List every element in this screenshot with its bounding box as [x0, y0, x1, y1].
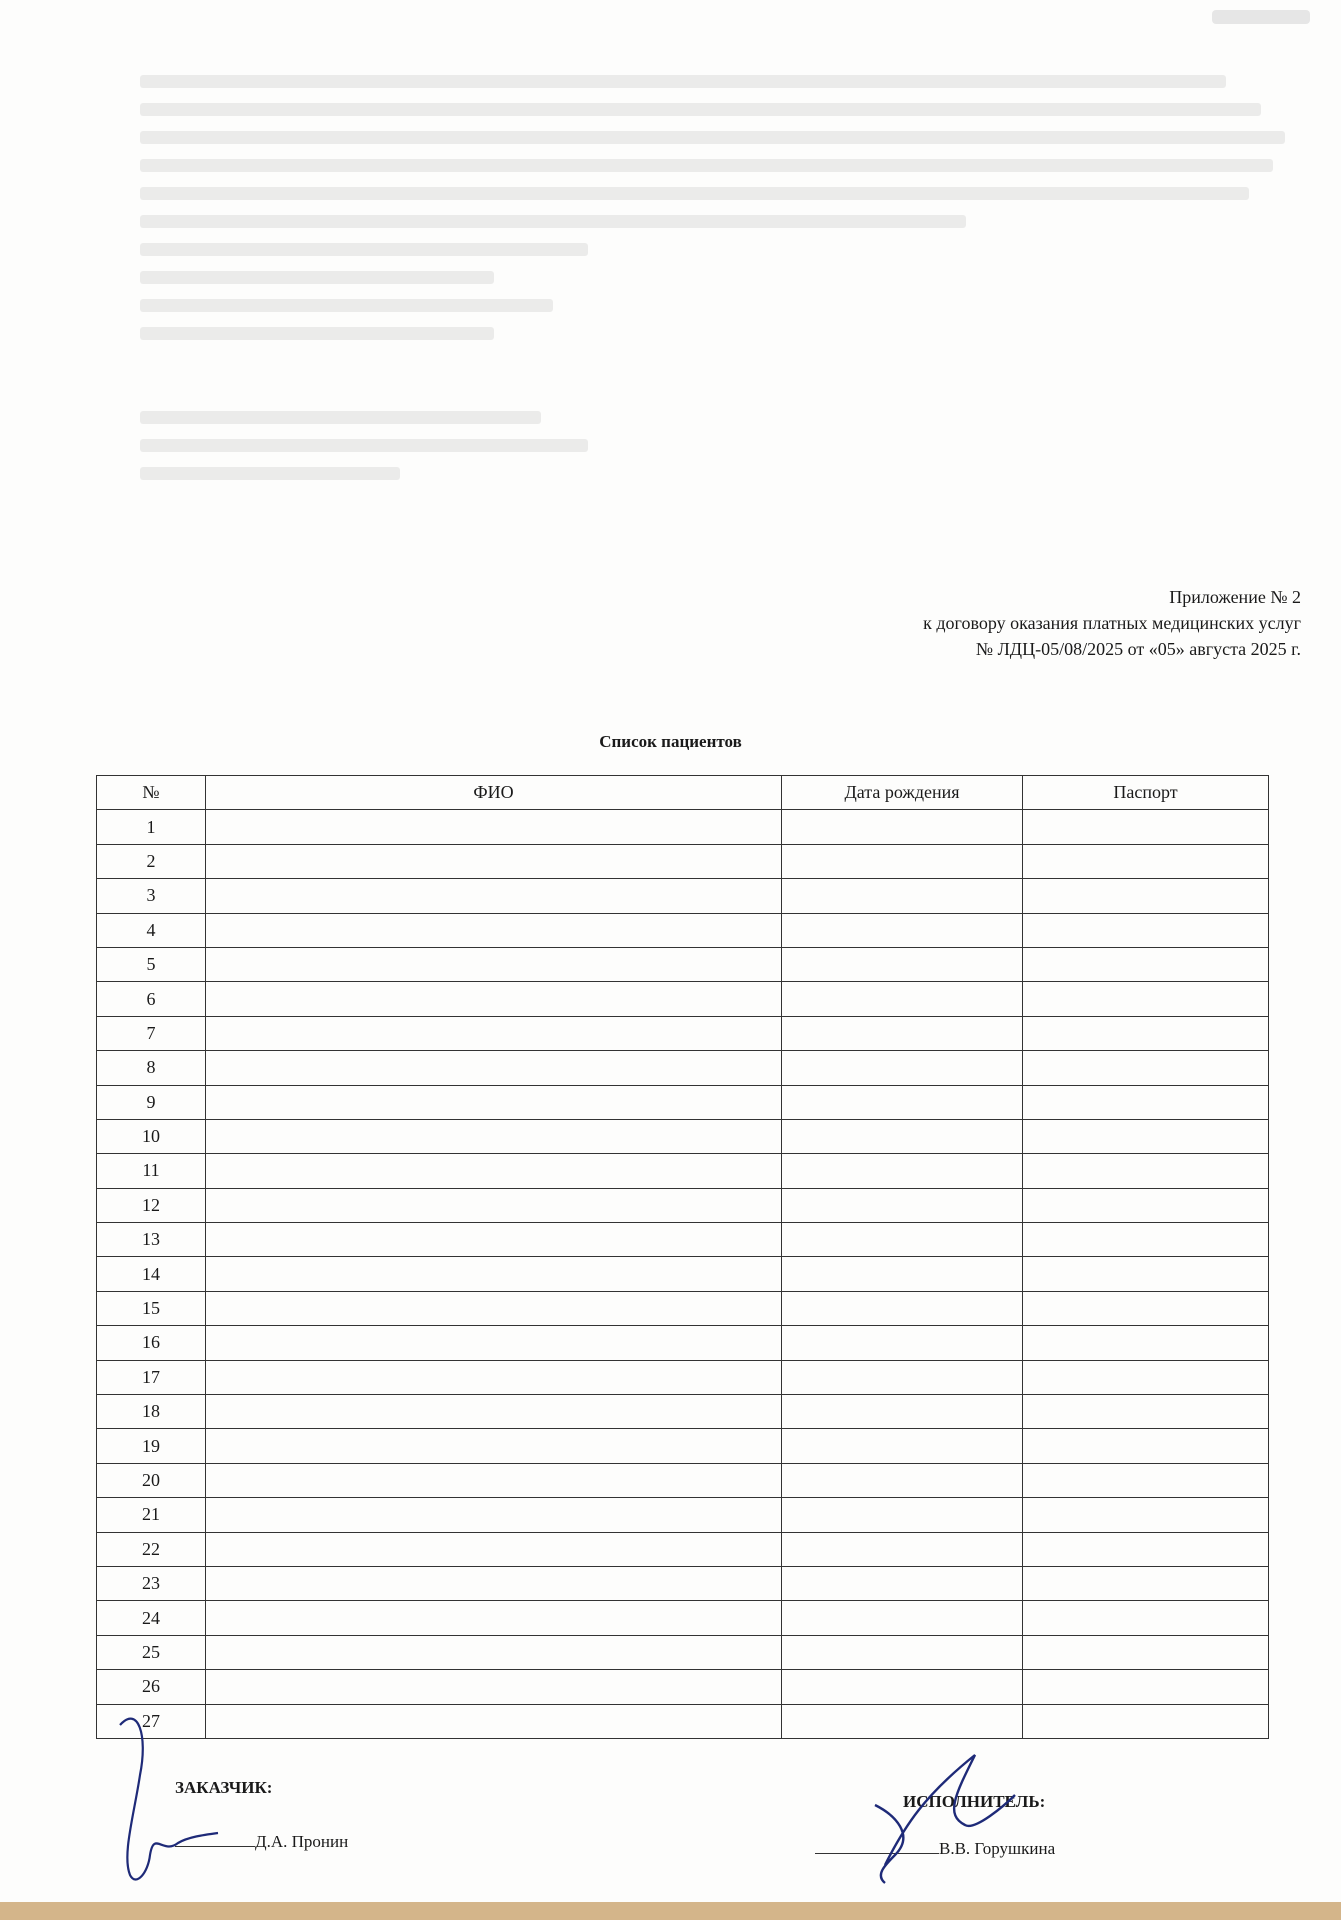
table-row: [97, 913, 1269, 947]
birth-date-cell: [782, 1635, 1023, 1669]
table-row: [97, 1016, 1269, 1050]
birth-date-cell: [782, 810, 1023, 844]
passport-cell: [1023, 982, 1269, 1016]
birth-date-cell: [782, 1051, 1023, 1085]
passport-cell: [1023, 1704, 1269, 1738]
birth-date-cell: [782, 1704, 1023, 1738]
passport-cell: [1023, 1429, 1269, 1463]
passport-cell: [1023, 1566, 1269, 1600]
table-row: [97, 1257, 1269, 1291]
executor-name: В.В. Горушкина: [939, 1839, 1056, 1858]
full-name-cell: [206, 1601, 782, 1635]
row-number-cell: 12: [97, 1188, 206, 1222]
passport-cell: [1023, 1188, 1269, 1222]
birth-date-cell: [782, 879, 1023, 913]
passport-cell: [1023, 1016, 1269, 1050]
header-birth-date: Дата рождения: [782, 776, 1023, 810]
header-full-name: ФИО: [206, 776, 782, 810]
customer-name: Д.А. Пронин: [255, 1832, 349, 1851]
table-row: [97, 1188, 1269, 1222]
passport-cell: [1023, 1291, 1269, 1325]
executor-signature-scribble: [855, 1745, 1025, 1885]
passport-cell: [1023, 1601, 1269, 1635]
full-name-cell: [206, 1085, 782, 1119]
row-number-cell: 20: [97, 1463, 206, 1497]
row-number-cell: 18: [97, 1395, 206, 1429]
table-row: [97, 1566, 1269, 1600]
table-row: [97, 1395, 1269, 1429]
table-row: [97, 1085, 1269, 1119]
row-number-cell: 15: [97, 1291, 206, 1325]
appendix-header: [923, 584, 1301, 662]
passport-cell: [1023, 1257, 1269, 1291]
birth-date-cell: [782, 1601, 1023, 1635]
row-number-cell: 17: [97, 1360, 206, 1394]
scan-edge-strip: [0, 1902, 1341, 1920]
passport-cell: [1023, 1326, 1269, 1360]
row-number-cell: 9: [97, 1085, 206, 1119]
row-number-cell: 4: [97, 913, 206, 947]
row-number-cell: 24: [97, 1601, 206, 1635]
table-row: [97, 1532, 1269, 1566]
passport-cell: [1023, 1223, 1269, 1257]
birth-date-cell: [782, 1360, 1023, 1394]
row-number-cell: 21: [97, 1498, 206, 1532]
full-name-cell: [206, 1670, 782, 1704]
row-number-cell: 16: [97, 1326, 206, 1360]
table-row: [97, 1601, 1269, 1635]
birth-date-cell: [782, 844, 1023, 878]
row-number-cell: 27: [97, 1704, 206, 1738]
birth-date-cell: [782, 1257, 1023, 1291]
birth-date-cell: [782, 1532, 1023, 1566]
full-name-cell: [206, 810, 782, 844]
row-number-cell: 13: [97, 1223, 206, 1257]
table-row: [97, 1463, 1269, 1497]
full-name-cell: [206, 1463, 782, 1497]
table-row: [97, 1119, 1269, 1153]
full-name-cell: [206, 1016, 782, 1050]
full-name-cell: [206, 1119, 782, 1153]
table-row: [97, 879, 1269, 913]
passport-cell: [1023, 1051, 1269, 1085]
birth-date-cell: [782, 1498, 1023, 1532]
passport-cell: [1023, 1670, 1269, 1704]
table-row: [97, 1051, 1269, 1085]
row-number-cell: 8: [97, 1051, 206, 1085]
table-row: [97, 1154, 1269, 1188]
full-name-cell: [206, 1532, 782, 1566]
birth-date-cell: [782, 1016, 1023, 1050]
full-name-cell: [206, 844, 782, 878]
birth-date-cell: [782, 1188, 1023, 1222]
passport-cell: [1023, 1154, 1269, 1188]
passport-cell: [1023, 879, 1269, 913]
table-row: [97, 1635, 1269, 1669]
row-number-cell: 7: [97, 1016, 206, 1050]
appendix-contract-number: № ЛДЦ-05/08/2025 от «05» августа 2025 г.: [975, 639, 1301, 659]
full-name-cell: [206, 1395, 782, 1429]
full-name-cell: [206, 879, 782, 913]
birth-date-cell: [782, 1085, 1023, 1119]
full-name-cell: [206, 913, 782, 947]
birth-date-cell: [782, 1326, 1023, 1360]
table-row: [97, 1291, 1269, 1325]
row-number-cell: 22: [97, 1532, 206, 1566]
row-number-cell: 14: [97, 1257, 206, 1291]
passport-cell: [1023, 1498, 1269, 1532]
full-name-cell: [206, 1223, 782, 1257]
table-row: [97, 1498, 1269, 1532]
passport-cell: [1023, 913, 1269, 947]
full-name-cell: [206, 982, 782, 1016]
passport-cell: [1023, 1395, 1269, 1429]
table-row: [97, 982, 1269, 1016]
appendix-title: Приложение № 2: [1169, 587, 1301, 607]
passport-cell: [1023, 1635, 1269, 1669]
passport-cell: [1023, 1085, 1269, 1119]
birth-date-cell: [782, 1223, 1023, 1257]
table-row: [97, 1429, 1269, 1463]
table-row: [97, 844, 1269, 878]
birth-date-cell: [782, 913, 1023, 947]
birth-date-cell: [782, 1119, 1023, 1153]
passport-cell: [1023, 844, 1269, 878]
row-number-cell: 3: [97, 879, 206, 913]
executor-label: ИСПОЛНИТЕЛЬ:: [903, 1792, 1046, 1811]
full-name-cell: [206, 1154, 782, 1188]
passport-cell: [1023, 947, 1269, 981]
birth-date-cell: [782, 1670, 1023, 1704]
full-name-cell: [206, 1566, 782, 1600]
table-row: [97, 1223, 1269, 1257]
row-number-cell: 10: [97, 1119, 206, 1153]
table-row: [97, 947, 1269, 981]
full-name-cell: [206, 1257, 782, 1291]
row-number-cell: 25: [97, 1635, 206, 1669]
birth-date-cell: [782, 1395, 1023, 1429]
bleed-through-text: [140, 60, 1320, 620]
birth-date-cell: [782, 1154, 1023, 1188]
passport-cell: [1023, 810, 1269, 844]
birth-date-cell: [782, 1429, 1023, 1463]
full-name-cell: [206, 947, 782, 981]
birth-date-cell: [782, 1566, 1023, 1600]
birth-date-cell: [782, 982, 1023, 1016]
patients-table: [96, 775, 1269, 1739]
full-name-cell: [206, 1188, 782, 1222]
table-row: [97, 1704, 1269, 1738]
table-row: [97, 1670, 1269, 1704]
appendix-contract-line: к договору оказания платных медицинских услуг: [923, 613, 1301, 633]
full-name-cell: [206, 1051, 782, 1085]
passport-cell: [1023, 1463, 1269, 1497]
passport-cell: [1023, 1119, 1269, 1153]
customer-signature-scribble: [108, 1705, 268, 1895]
row-number-cell: 6: [97, 982, 206, 1016]
table-row: [97, 1326, 1269, 1360]
full-name-cell: [206, 1498, 782, 1532]
full-name-cell: [206, 1360, 782, 1394]
full-name-cell: [206, 1704, 782, 1738]
birth-date-cell: [782, 1291, 1023, 1325]
top-right-mark: [1212, 10, 1310, 24]
header-passport: Паспорт: [1023, 776, 1269, 810]
row-number-cell: 19: [97, 1429, 206, 1463]
table-row: [97, 1360, 1269, 1394]
patients-list-title: Список пациентов: [599, 732, 742, 751]
birth-date-cell: [782, 1463, 1023, 1497]
row-number-cell: 11: [97, 1154, 206, 1188]
row-number-cell: 23: [97, 1566, 206, 1600]
row-number-cell: 26: [97, 1670, 206, 1704]
row-number-cell: 1: [97, 810, 206, 844]
full-name-cell: [206, 1429, 782, 1463]
full-name-cell: [206, 1635, 782, 1669]
header-number: №: [97, 776, 206, 810]
birth-date-cell: [782, 947, 1023, 981]
customer-label: ЗАКАЗЧИК:: [175, 1778, 273, 1797]
row-number-cell: 5: [97, 947, 206, 981]
full-name-cell: [206, 1326, 782, 1360]
full-name-cell: [206, 1291, 782, 1325]
passport-cell: [1023, 1532, 1269, 1566]
table-header-row: [97, 776, 1269, 810]
passport-cell: [1023, 1360, 1269, 1394]
row-number-cell: 2: [97, 844, 206, 878]
table-row: [97, 810, 1269, 844]
